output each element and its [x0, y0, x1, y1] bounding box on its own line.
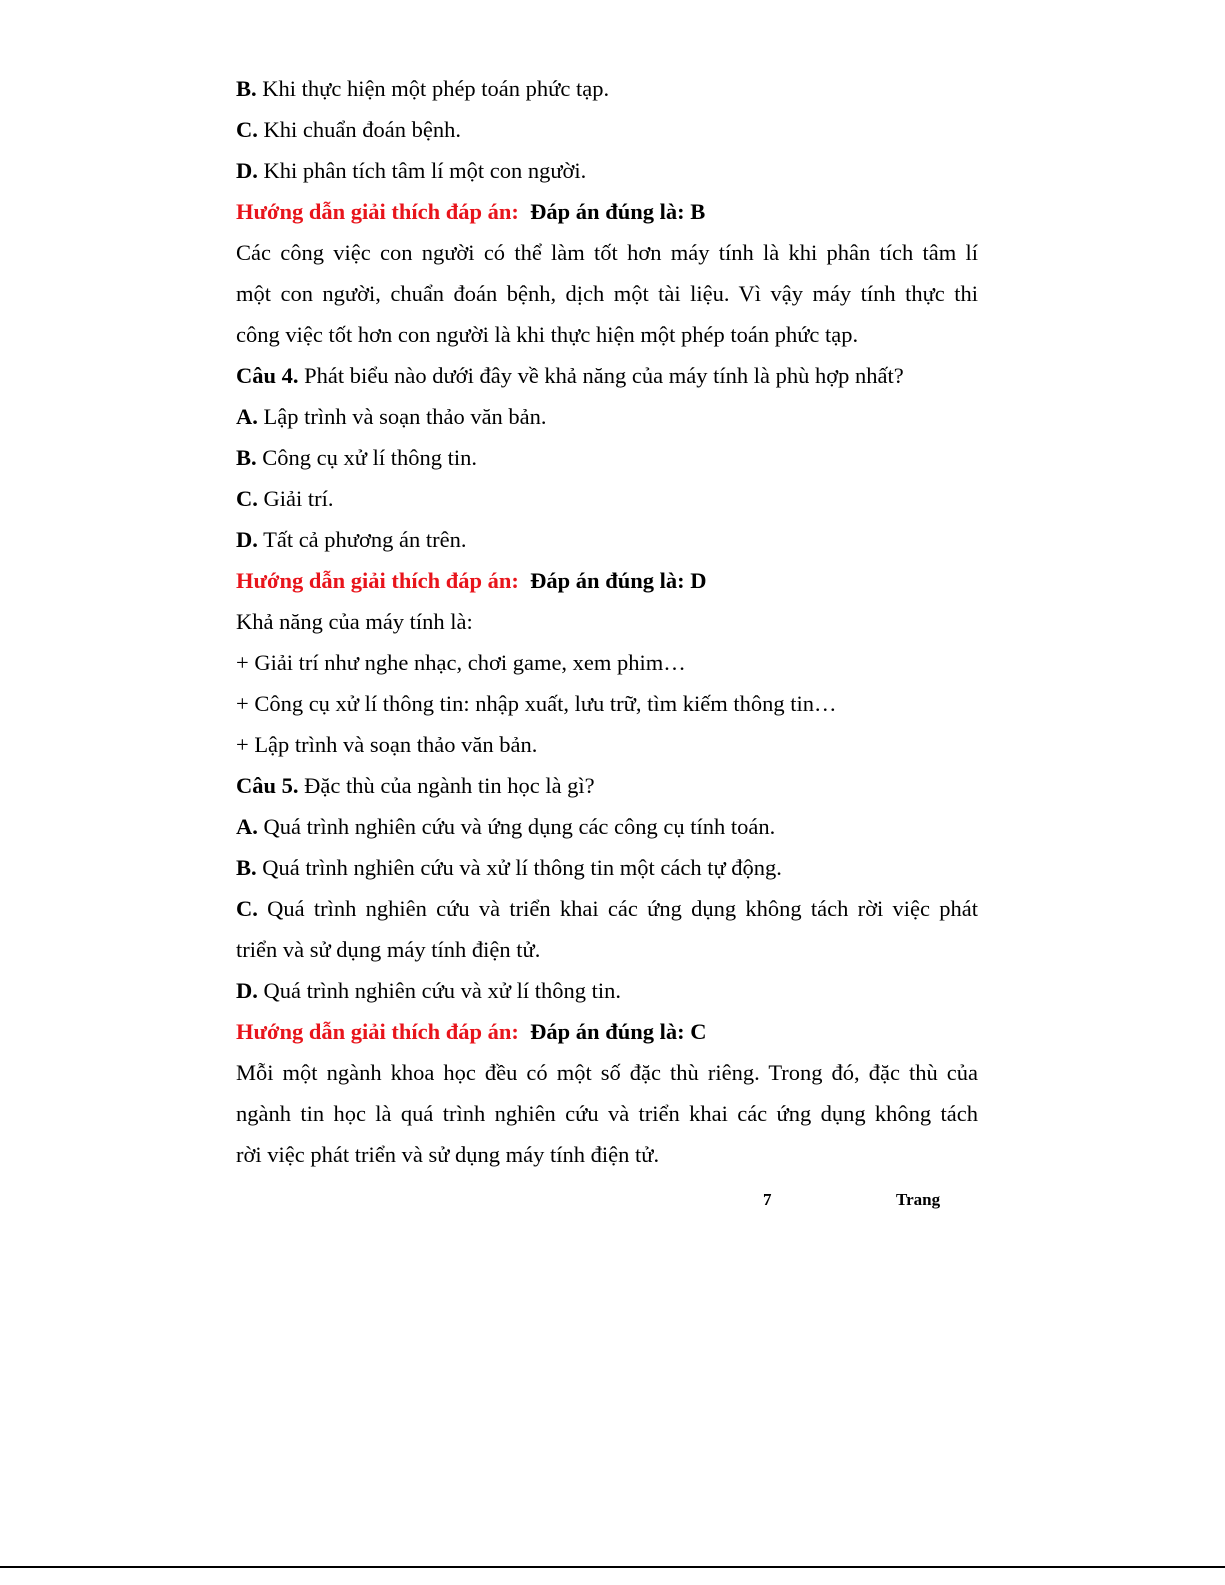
q3-explanation-line: công việc tốt hơn con người là khi thực hiện một phép toán phức tạp. — [236, 322, 859, 347]
q5-option-b: B. Quá trình nghiên cứu và xử lí thông tin một cách tự động. — [236, 855, 782, 880]
q5-option-c: C. Quá trình nghiên cứu và triển khai các ứng dụng không tách rời việc phát — [236, 896, 979, 921]
q4-explanation-line: Khả năng của máy tính là: — [236, 609, 473, 634]
page-number: 7 — [763, 1190, 772, 1209]
document-body — [236, 68, 978, 1175]
guide-label: Hướng dẫn giải thích đáp án: — [236, 568, 519, 593]
q3-explanation-line: một con người, chuẩn đoán bệnh, dịch một tài liệu. Vì vậy máy tính thực thi — [236, 281, 978, 306]
answer-text: Đáp án đúng là: C — [530, 1019, 707, 1044]
q5-option-a: A. Quá trình nghiên cứu và ứng dụng các công cụ tính toán. — [236, 814, 776, 839]
q3-explanation-line: Các công việc con người có thể làm tốt hơn máy tính là khi phân tích tâm lí — [236, 240, 978, 265]
q5-explanation-line: Mỗi một ngành khoa học đều có một số đặc thù riêng. Trong đó, đặc thù của — [236, 1060, 978, 1085]
question-4: Câu 4. Phát biểu nào dưới đây về khả năng của máy tính là phù hợp nhất? — [236, 363, 904, 388]
q5-option-d: D. Quá trình nghiên cứu và xử lí thông tin. — [236, 978, 621, 1003]
question-5: Câu 5. Đặc thù của ngành tin học là gì? — [236, 773, 595, 798]
page-bottom-border — [0, 1566, 1225, 1568]
q5-guide — [236, 1011, 978, 1052]
q4-explanation-line: + Công cụ xử lí thông tin: nhập xuất, lưu trữ, tìm kiếm thông tin… — [236, 691, 837, 716]
q4-option-a: A. Lập trình và soạn thảo văn bản. — [236, 404, 547, 429]
q4-explanation-line: + Lập trình và soạn thảo văn bản. — [236, 732, 538, 757]
q5-explanation-line: rời việc phát triển và sử dụng máy tính điện tử. — [236, 1142, 660, 1167]
answer-text: Đáp án đúng là: B — [530, 199, 706, 224]
q4-option-c: C. Giải trí. — [236, 486, 334, 511]
q3-option-c: C. Khi chuẩn đoán bệnh. — [236, 117, 461, 142]
answer-text: Đáp án đúng là: D — [530, 568, 707, 593]
q3-option-d: D. Khi phân tích tâm lí một con người. — [236, 158, 587, 183]
q3-guide — [236, 191, 978, 232]
q4-option-b: B. Công cụ xử lí thông tin. — [236, 445, 477, 470]
q4-option-d: D. Tất cả phương án trên. — [236, 527, 467, 552]
q4-guide — [236, 560, 978, 601]
q5-option-c-continuation: triển và sử dụng máy tính điện tử. — [236, 937, 541, 962]
q3-option-b: B. Khi thực hiện một phép toán phức tạp. — [236, 76, 610, 101]
page-label: Trang — [896, 1190, 941, 1209]
q5-explanation-line: ngành tin học là quá trình nghiên cứu và triển khai các ứng dụng không tách — [236, 1101, 978, 1126]
guide-label: Hướng dẫn giải thích đáp án: — [236, 199, 519, 224]
guide-label: Hướng dẫn giải thích đáp án: — [236, 1019, 519, 1044]
q4-explanation-line: + Giải trí như nghe nhạc, chơi game, xem phim… — [236, 650, 686, 675]
